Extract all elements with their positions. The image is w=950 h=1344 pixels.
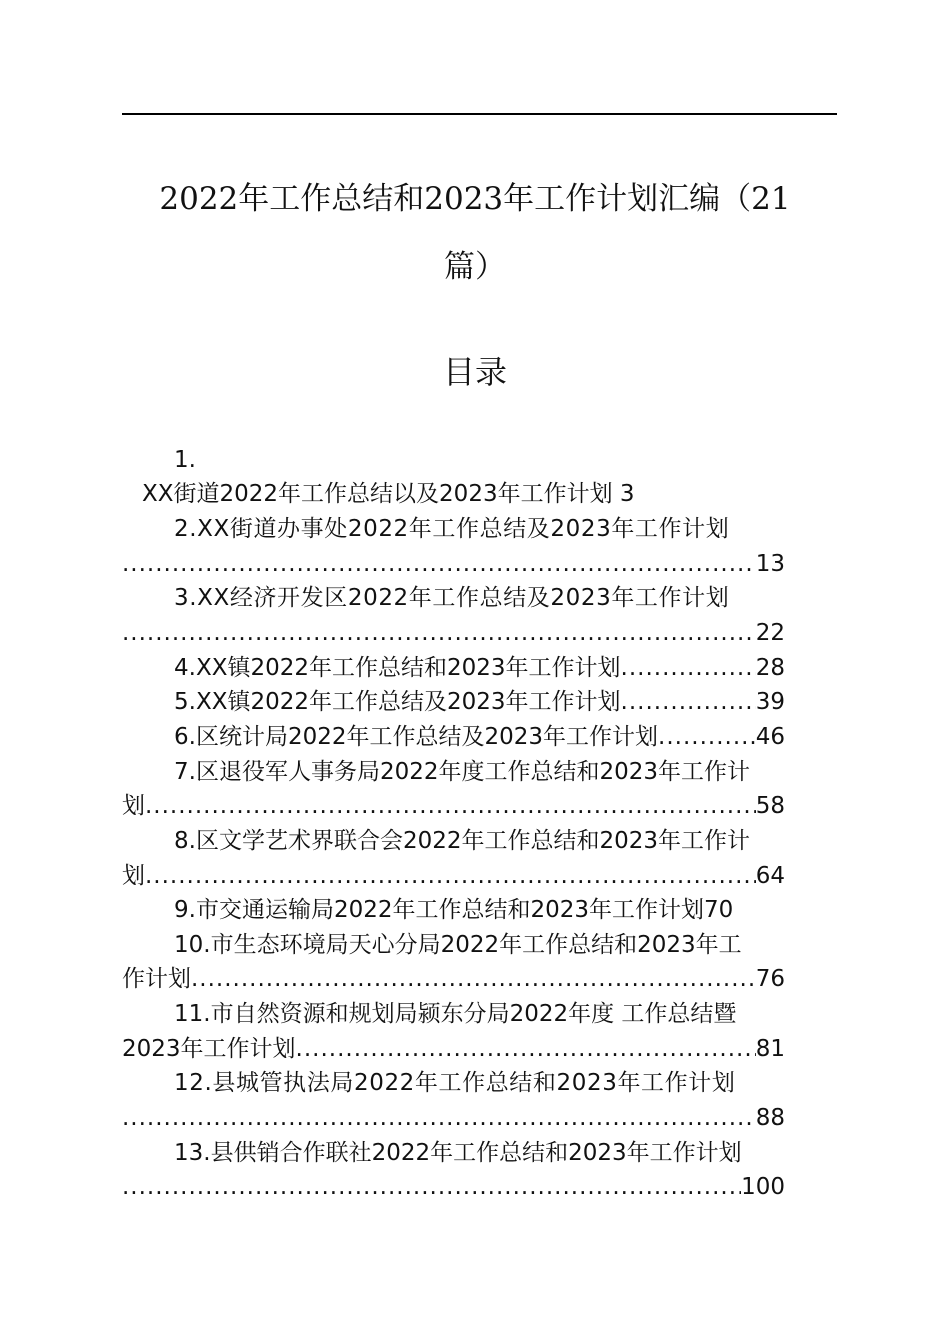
- toc-entry-text: 2.XX街道办事处2022年工作总结及2023年工作计划: [174, 516, 730, 542]
- toc-entry-11-leader[interactable]: [122, 1032, 785, 1066]
- toc-entry-page: 64: [755, 863, 785, 889]
- toc-heading: 目录: [442, 353, 507, 391]
- document-title-line-2: 篇）: [444, 249, 506, 285]
- toc-entry-11[interactable]: [122, 997, 837, 1031]
- document-title-line-1: 2022年工作总结和2023年工作计划汇编（21: [159, 181, 791, 217]
- toc-entry-page: 81: [755, 1036, 785, 1062]
- toc-entry-text: 划: [122, 863, 145, 889]
- toc-entry-page: 100: [741, 1174, 785, 1200]
- toc-entry-2-leader[interactable]: [122, 547, 785, 581]
- toc-entry-12[interactable]: [122, 1066, 837, 1100]
- toc-entry-8[interactable]: [122, 824, 837, 858]
- header-rule: [122, 113, 837, 115]
- toc-entry-page: 22: [755, 620, 785, 646]
- toc-leader-dots: [296, 1032, 756, 1066]
- toc-entry-text: 3.XX经济开发区2022年工作总结及2023年工作计划: [174, 585, 730, 611]
- toc-leader-dots: [122, 547, 756, 581]
- toc-entry-text: 1.: [174, 447, 196, 473]
- toc-entry-text: 2023年工作计划: [122, 1036, 296, 1062]
- toc-entry-page: 58: [755, 793, 785, 819]
- toc-entry-text: 5.XX镇2022年工作总结及2023年工作计划: [174, 689, 621, 715]
- toc-entry-9[interactable]: [122, 893, 837, 927]
- toc-entry-7-leader[interactable]: [122, 789, 785, 823]
- toc-entry-text: 划: [122, 793, 145, 819]
- toc-entry-5[interactable]: [122, 685, 785, 719]
- toc-entry-4[interactable]: [122, 651, 785, 685]
- toc-entry-text: 作计划: [122, 966, 191, 992]
- toc-entry-text: XX街道2022年工作总结以及2023年工作计划: [142, 481, 613, 507]
- toc-leader-dots: [621, 685, 756, 719]
- toc-entry-text: 12.县城管执法局2022年工作总结和2023年工作计划: [174, 1070, 736, 1096]
- toc-entry-8-leader[interactable]: [122, 859, 785, 893]
- toc-entry-13-leader[interactable]: [122, 1170, 785, 1204]
- toc-entry-1-number[interactable]: [122, 443, 837, 477]
- toc-leader-dots: [658, 720, 756, 754]
- toc-entry-text: 4.XX镇2022年工作总结和2023年工作计划: [174, 655, 621, 681]
- toc-entry-6[interactable]: [122, 720, 785, 754]
- toc-entry-page: 3: [619, 481, 635, 507]
- toc-entry-text: 9.市交通运输局2022年工作总结和2023年工作计划: [174, 897, 705, 923]
- toc-leader-dots: [122, 616, 756, 650]
- toc-entry-7[interactable]: [122, 755, 837, 789]
- toc-leader-dots: [122, 1101, 756, 1135]
- toc-entry-text: 6.区统计局2022年工作总结及2023年工作计划: [174, 724, 659, 750]
- toc-leader-dots: [191, 962, 756, 996]
- toc-entry-13[interactable]: [122, 1136, 837, 1170]
- toc-entry-text: 7.区退役军人事务局2022年度工作总结和2023年工作计: [174, 759, 751, 785]
- toc-leader-dots: [621, 651, 756, 685]
- toc-entry-page: 70: [704, 897, 734, 923]
- toc-entry-2[interactable]: [122, 512, 837, 546]
- toc-entry-3[interactable]: [122, 581, 837, 615]
- toc-entry-10[interactable]: [122, 928, 837, 962]
- toc-entry-text: 8.区文学艺术界联合会2022年工作总结和2023年工作计: [174, 828, 751, 854]
- toc-entry-page: 46: [755, 724, 785, 750]
- toc-entry-text: 11.市自然资源和规划局颍东分局2022年度 工作总结暨: [174, 1001, 737, 1027]
- toc-entry-3-leader[interactable]: [122, 616, 785, 650]
- toc-leader-dots: [145, 789, 756, 823]
- toc-entry-page: 13: [755, 551, 785, 577]
- toc-entry-page: 39: [755, 689, 785, 715]
- toc-leader-dots: [122, 1170, 741, 1204]
- toc-entry-10-leader[interactable]: [122, 962, 785, 996]
- toc-entry-12-leader[interactable]: [122, 1101, 785, 1135]
- toc-entry-page: 28: [755, 655, 785, 681]
- toc-entry-page: 76: [755, 966, 785, 992]
- toc-leader-dots: [145, 859, 756, 893]
- toc-entry-1-continuation[interactable]: [122, 477, 837, 511]
- toc-entry-text: 13.县供销合作联社2022年工作总结和2023年工作计划: [174, 1140, 742, 1166]
- toc-entry-text: 10.市生态环境局天心分局2022年工作总结和2023年工: [174, 932, 742, 958]
- toc-entry-page: 88: [755, 1105, 785, 1131]
